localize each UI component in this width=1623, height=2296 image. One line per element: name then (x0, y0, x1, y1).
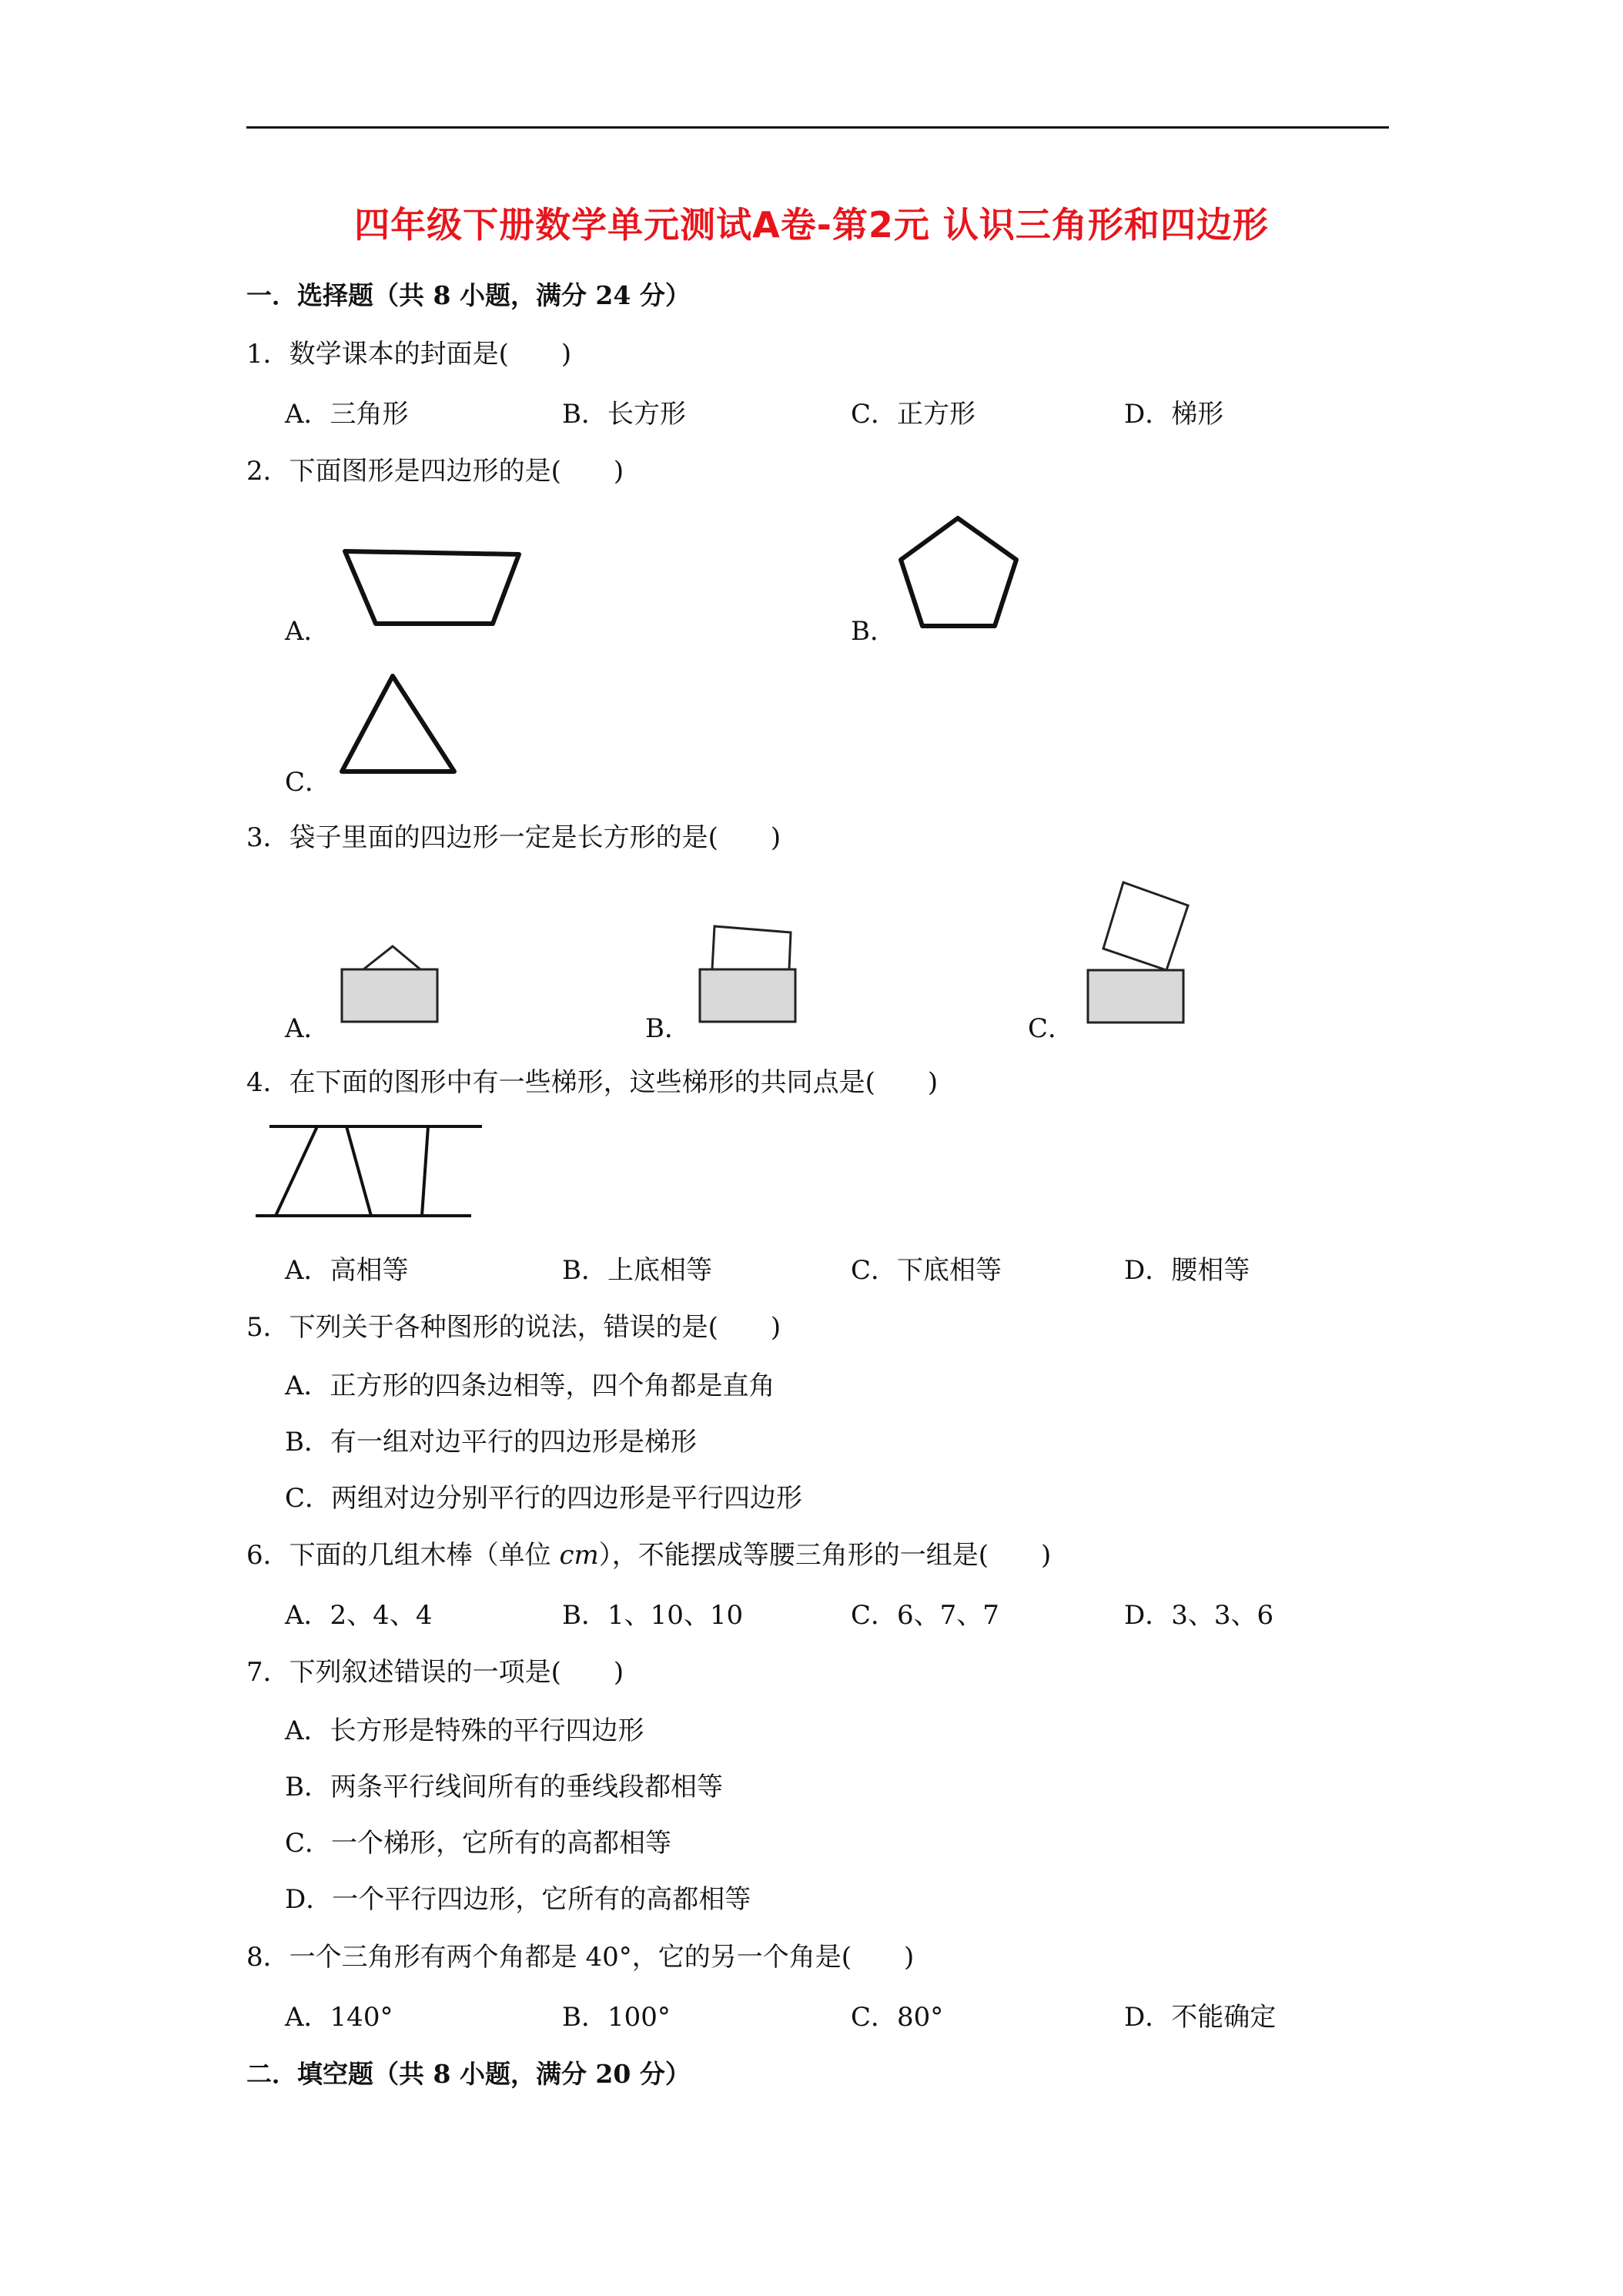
q7-option-a[interactable]: A．长方形是特殊的平行四边形 (285, 1715, 644, 1746)
q4-option-b[interactable]: B．上底相等 (562, 1255, 712, 1286)
q3-bag-c-figure (1074, 878, 1205, 1032)
q6-option-a[interactable]: A．2、4、4 (285, 1600, 433, 1631)
q8-option-c[interactable]: C．80° (851, 2002, 944, 2033)
section-heading-fill: 二．填空题（共 8 小题，满分 20 分） (246, 2059, 691, 2089)
q3-bag-b-figure (689, 912, 812, 1028)
q5-option-b[interactable]: B．有一组对边平行的四边形是梯形 (285, 1427, 697, 1458)
q2-option-a[interactable]: A． (285, 616, 330, 647)
q2-triangle-figure (331, 668, 462, 784)
q2-option-b[interactable]: B． (851, 616, 896, 647)
q8-option-a[interactable]: A．140° (285, 2002, 393, 2033)
q7-option-b[interactable]: B．两条平行线间所有的垂线段都相等 (285, 1772, 723, 1802)
question-4 (246, 1061, 938, 1099)
q1-option-a[interactable]: A．三角形 (285, 399, 409, 430)
unit-label: cm (559, 1540, 599, 1571)
q6-option-b[interactable]: B．1、10、10 (562, 1600, 744, 1631)
question-3 (246, 816, 781, 854)
question-text-before: 下面的几组木棒（单位 (289, 1540, 560, 1571)
q3-option-c[interactable]: C． (1028, 1013, 1075, 1044)
q5-option-c[interactable]: C．两组对边分别平行的四边形是平行四边形 (285, 1483, 803, 1514)
q2-option-c[interactable]: C． (285, 767, 332, 798)
question-number: 4． (246, 1067, 289, 1098)
question-number: 5． (246, 1312, 289, 1343)
question-text: 一个三角形有两个角都是 40°，它的另一个角是( ) (289, 1942, 915, 1973)
q2-trapezoid-figure (323, 539, 524, 639)
question-1 (246, 333, 571, 370)
q4-option-c[interactable]: C．下底相等 (851, 1255, 1002, 1286)
q4-option-a[interactable]: A．高相等 (285, 1255, 409, 1286)
question-number: 2． (246, 456, 289, 487)
q8-option-d[interactable]: D．不能确定 (1124, 2002, 1277, 2033)
question-text: 下面图形是四边形的是( ) (289, 456, 624, 487)
q2-pentagon-figure (893, 512, 1024, 635)
question-7 (246, 1651, 624, 1689)
q8-option-b[interactable]: B．100° (562, 2002, 671, 2033)
page-title: 四年级下册数学单元测试A卷-第2元 认识三角形和四边形 (354, 204, 1269, 246)
q3-option-b[interactable]: B． (645, 1013, 691, 1044)
q7-option-d[interactable]: D．一个平行四边形，它所有的高都相等 (285, 1884, 751, 1915)
section-heading-choice: 一．选择题（共 8 小题，满分 24 分） (246, 280, 691, 310)
question-5 (246, 1306, 781, 1344)
q4-option-d[interactable]: D．腰相等 (1124, 1255, 1250, 1286)
question-2 (246, 450, 624, 487)
question-number: 3． (246, 822, 289, 853)
question-number: 1． (246, 339, 289, 370)
q6-option-c[interactable]: C．6、7、7 (851, 1600, 999, 1631)
question-number: 7． (246, 1657, 289, 1688)
q1-option-c[interactable]: C．正方形 (851, 399, 976, 430)
question-text-after: ），不能摆成等腰三角形的一组是( ) (598, 1540, 1052, 1571)
question-8 (246, 1936, 914, 1973)
question-text: 在下面的图形中有一些梯形，这些梯形的共同点是( ) (289, 1067, 939, 1098)
q3-bag-a-figure (331, 928, 454, 1028)
q1-option-b[interactable]: B．长方形 (562, 399, 686, 430)
question-text: 下列叙述错误的一项是( ) (289, 1657, 624, 1688)
q7-option-c[interactable]: C．一个梯形，它所有的高都相等 (285, 1828, 672, 1859)
question-text: 袋子里面的四边形一定是长方形的是( ) (289, 822, 781, 853)
question-number: 6． (246, 1540, 289, 1571)
header-rule (246, 126, 1389, 129)
q4-trapezoids-figure (254, 1120, 485, 1228)
q5-option-a[interactable]: A．正方形的四条边相等，四个角都是直角 (285, 1371, 775, 1401)
question-6 (246, 1534, 1051, 1571)
q1-option-d[interactable]: D．梯形 (1124, 399, 1224, 430)
question-text: 下列关于各种图形的说法，错误的是( ) (289, 1312, 781, 1343)
question-number: 8． (246, 1942, 289, 1973)
question-text: 数学课本的封面是( ) (289, 339, 572, 370)
q3-option-a[interactable]: A． (285, 1013, 330, 1044)
q6-option-d[interactable]: D．3、3、6 (1124, 1600, 1274, 1631)
